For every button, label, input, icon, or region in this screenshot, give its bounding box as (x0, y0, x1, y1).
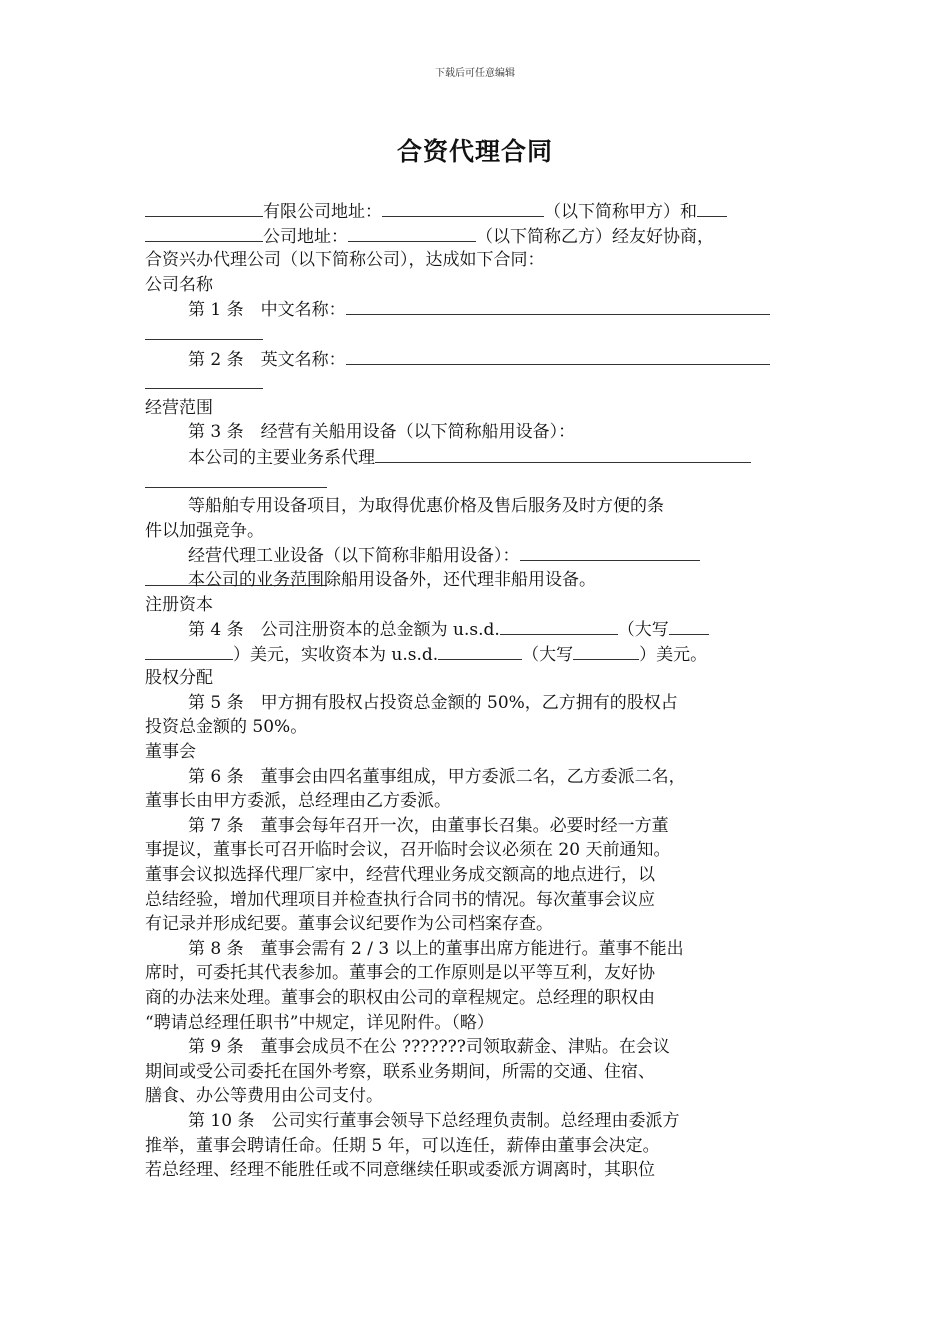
text-line: 等船舶专用设备项目，为取得优惠价格及售后服务及时方便的条 (188, 496, 664, 517)
blank-field (145, 642, 233, 660)
text-line: 第 7 条 董事会每年召开一次，由董事长召集。必要时经一方董 (188, 815, 669, 836)
contract-body (145, 199, 805, 1183)
section-heading: 注册资本 (145, 594, 213, 615)
blank-field (145, 371, 263, 389)
text-line: 第 8 条 董事会需有 2 / 3 以上的董事出席方能进行。董事不能出 (188, 938, 684, 959)
blank-field (145, 470, 327, 488)
blank-field (348, 224, 476, 242)
blank-field (697, 199, 727, 217)
text-line: 经营代理工业设备（以下简称非船用设备）： (145, 543, 805, 568)
blank-field (346, 347, 770, 365)
text-line: 第 10 条 公司实行董事会领导下总经理负责制。总经理由委派方 (188, 1110, 680, 1131)
text-line: 席时，可委托其代表参加。董事会的工作原则是以平等互利，友好协 (145, 963, 655, 984)
text-line: 第 3 条 经营有关船用设备（以下简称船用设备）： (188, 422, 576, 443)
blank-field (145, 199, 263, 217)
blank-field (573, 642, 639, 660)
text-line: 第 6 条 董事会由四名董事组成，甲方委派二名，乙方委派二名， (188, 766, 686, 787)
text-line: 有记录并形成纪要。董事会议纪要作为公司档案存查。 (145, 914, 553, 935)
header-note: 下载后可任意编辑 (435, 68, 515, 79)
text-line: 公司地址： （以下简称乙方）经友好协商， (145, 224, 805, 249)
text-line: 本公司的业务范围除船用设备外，还代理非船用设备。 (188, 569, 596, 590)
text-line: 第 2 条 英文名称： (145, 347, 805, 372)
text-line: 有限公司地址： （以下简称甲方）和 (145, 199, 805, 224)
text-line: 董事长由甲方委派，总经理由乙方委派。 (145, 791, 451, 812)
text-line: 第 4 条 公司注册资本的总金额为 u.s.d. （大写 (145, 617, 805, 642)
text-line: “聘请总经理任职书”中规定，详见附件。（略） (145, 1012, 494, 1033)
text-line: 事提议，董事长可召开临时会议，召开临时会议必须在 20 天前通知。 (145, 840, 671, 861)
section-heading: 股权分配 (145, 668, 213, 689)
blank-field (438, 642, 522, 660)
blank-field (145, 224, 263, 242)
section-heading: 公司名称 (145, 274, 213, 295)
text-line (145, 470, 805, 495)
text-line: 合资兴办代理公司（以下简称公司），达成如下合同： (145, 250, 545, 271)
section-heading: 经营范围 (145, 397, 213, 418)
text-line: 膳食、办公等费用由公司支付。 (145, 1086, 383, 1107)
blank-field (346, 297, 770, 315)
blank-field (520, 543, 700, 561)
text-line: 总结经验，增加代理项目并检查执行合同书的情况。每次董事会议应 (145, 889, 655, 910)
text-line: 第 1 条 中文名称： (145, 297, 805, 322)
blank-field (375, 445, 751, 463)
text-line: 商的办法来处理。董事会的职权由公司的章程规定。总经理的职权由 (145, 988, 655, 1008)
text-line: 本公司的主要业务系代理 (145, 445, 805, 470)
blank-field (382, 199, 544, 217)
blank-field (669, 617, 709, 635)
document-title: 合资代理合同 (396, 137, 553, 166)
text-line: 若总经理、经理不能胜任或不同意继续任职或委派方调离时，其职位 (145, 1160, 655, 1181)
text-line: 第 9 条 董事会成员不在公 ???????司领取薪金、津贴。在会议 (188, 1037, 670, 1058)
blank-field (145, 322, 263, 340)
text-line (145, 322, 805, 347)
text-line (145, 371, 805, 396)
text-line: 第 5 条 甲方拥有股权占投资总金额的 50%，乙方拥有的股权占 (188, 692, 678, 713)
text-line: 推举，董事会聘请任命。任期 5 年，可以连任，薪俸由董事会决定。 (145, 1135, 660, 1156)
text-line: 件以加强竞争。 (145, 520, 264, 541)
text-line: 投资总金额的 50%。 (145, 717, 308, 738)
text-line: ）美元，实收资本为 u.s.d. （大写 ）美元。 (145, 642, 805, 667)
blank-field (500, 617, 618, 635)
text-line: 董事会议拟选择代理厂家中，经营代理业务成交额高的地点进行，以 (145, 865, 655, 886)
text-line: 期间或受公司委托在国外考察，联系业务期间，所需的交通、住宿、 (145, 1061, 655, 1082)
section-heading: 董事会 (145, 742, 196, 763)
